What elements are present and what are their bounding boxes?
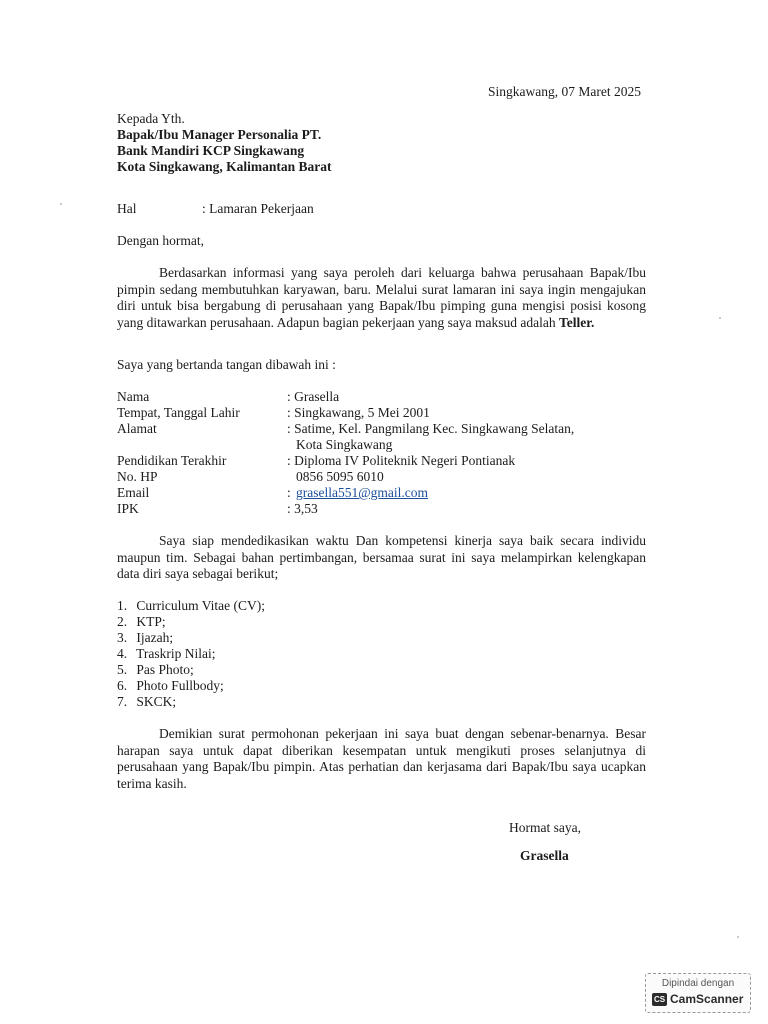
detail-label: No. HP: [117, 469, 158, 484]
badge-brand: CamScanner: [670, 992, 744, 1006]
email-link[interactable]: grasella551@gmail.com: [296, 485, 429, 500]
detail-label: Email: [117, 485, 150, 500]
scan-speck: [737, 936, 739, 938]
closing-phrase: Hormat saya,: [509, 820, 581, 835]
phone-value: 0856 5095 6010: [296, 469, 384, 484]
detail-label: Tempat, Tanggal Lahir: [117, 405, 240, 420]
camscanner-logo-icon: CS: [653, 995, 666, 1004]
detail-label: Nama: [117, 389, 150, 404]
email-colon: :: [287, 485, 291, 500]
scan-speck: [60, 203, 62, 205]
camscanner-badge: [645, 973, 751, 1013]
list-item: 4. Traskrip Nilai;: [117, 646, 216, 661]
recipient-line-2: Bank Mandiri KCP Singkawang: [117, 143, 305, 158]
subject-label: Hal: [117, 201, 137, 216]
list-item: 3. Ijazah;: [117, 630, 174, 645]
list-item: 2. KTP;: [117, 614, 166, 629]
position-applied: Teller.: [558, 315, 595, 331]
detail-value: : 3,53: [287, 501, 318, 516]
badge-caption: Dipindai dengan: [661, 978, 735, 989]
intro-line: Saya yang bertanda tangan dibawah ini :: [117, 357, 336, 372]
signature-name: Grasella: [520, 848, 569, 863]
recipient-salutation: Kepada Yth.: [117, 111, 185, 126]
paragraph-attachments-text: Saya siap mendedikasikan waktu Dan kompetensi kinerja saya baik secara individu maupun tim. Sebagai bahan pertimbangan, bersamaa surat ini saya melampirkan kelengkapan data diri saya sebagai berikut;: [117, 533, 646, 582]
detail-value: : Singkawang, 5 Mei 2001: [287, 405, 430, 420]
detail-value: : Diploma IV Politeknik Negeri Pontianak: [287, 453, 516, 468]
list-item: 7. SKCK;: [117, 694, 177, 709]
scan-speck: [719, 317, 721, 319]
paragraph-intro: [117, 265, 646, 332]
detail-value-continued: Kota Singkawang: [296, 437, 393, 452]
greeting: Dengan hormat,: [117, 233, 204, 248]
list-item: 6. Photo Fullbody;: [117, 678, 224, 693]
paragraph-intro-text: Berdasarkan informasi yang saya peroleh dari keluarga bahwa perusahaan Bapak/Ibu pimpin sedang membutuhkan karyawan, baru. Melalui surat lamaran ini saya ingin mengajukan diri untuk bisa bergabung di perusahaan yang Bapak/Ibu pimping guna mengisi posisi kosong yang ditawarkan perusahaan. Adapun bagian pekerjaan yang saya maksud adalah: [117, 265, 646, 331]
paragraph-closing-text: Demikian surat permohonan pekerjaan ini saya buat dengan sebenar-benarnya. Besar harapan saya untuk dapat diberikan kesempatan untuk mengikuti proses selanjutnya di perusahaan yang Bapak/Ibu pimpin. Atas perhatian dan kerjasama dari Bapak/Ibu saya ucapkan terima kasih.: [117, 726, 646, 792]
paragraph-closing: [117, 726, 646, 793]
detail-label: Pendidikan Terakhir: [117, 453, 227, 468]
detail-value: : Satime, Kel. Pangmilang Kec. Singkawang Selatan,: [287, 421, 575, 436]
detail-value: : Grasella: [287, 389, 340, 404]
list-item: 1. Curriculum Vitae (CV);: [117, 598, 266, 613]
list-item: 5. Pas Photo;: [117, 662, 194, 677]
recipient-line-1: Bapak/Ibu Manager Personalia PT.: [117, 127, 322, 142]
recipient-line-3: Kota Singkawang, Kalimantan Barat: [117, 159, 332, 174]
paragraph-attachments-intro: [117, 533, 646, 583]
detail-label: IPK: [117, 501, 139, 516]
place-date: Singkawang, 07 Maret 2025: [488, 84, 641, 99]
detail-label: Alamat: [117, 421, 157, 436]
subject-value: : Lamaran Pekerjaan: [202, 201, 314, 216]
